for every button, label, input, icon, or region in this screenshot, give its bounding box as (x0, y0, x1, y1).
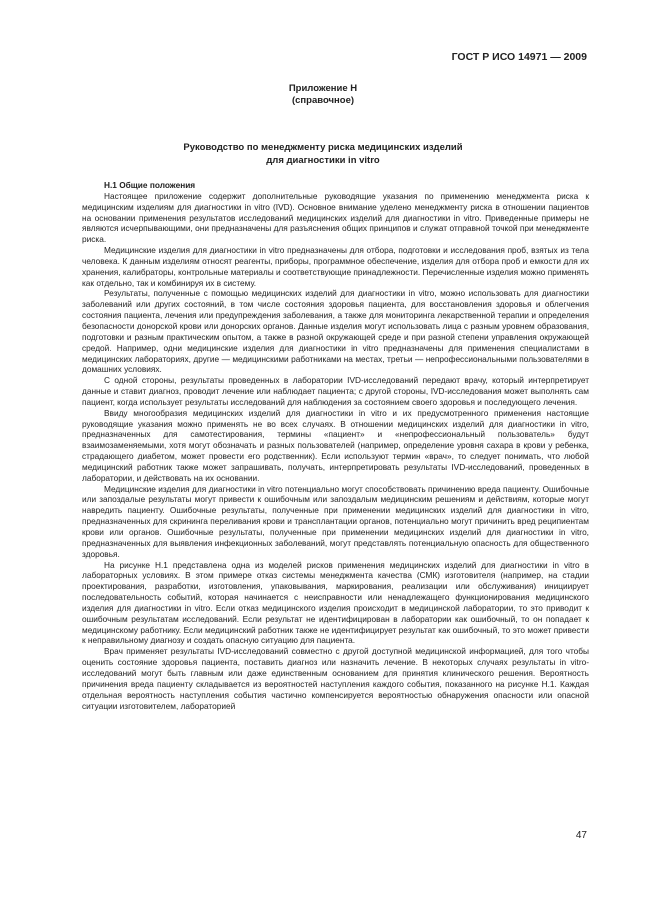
paragraph: Ввиду многообразия медицинских изделий для диагностики in vitro и их предусмотренного применения настоящие руководящие указания можно применять не во всех случаях. В отношении медицинских изделий для диагностики in vitro, предназначенных для самотестирования, термины «пациент» и «непрофессиональный пользователь» будут взаимозаменяемыми, хотя могут обозначать и разных пользователей (например, определение уровня сахара в крови у ребенка, страдающего диабетом, может провести его родственник). Если используют термин «врач», то следует понимать, что любой медицинский работник также может запрашивать, получать, интерпретировать результаты IVD-исследований, проведенных в лаборатории, и действовать на их основании. (82, 407, 589, 483)
paragraph: На рисунке Н.1 представлена одна из моделей рисков применения медицинских изделий для диагностики in vitro в лабораторных условиях. В этом примере отказ системы менеджмента качества (СМК) изготовителя (например, на стадии проектирования, разработки, изготовления, упаковывания, маркирования, реализации или обслуживания) инициирует последовательность событий, которая начинается с неисправности или ненадлежащего функционирования медицинского изделия для диагностики in vitro. Если отказ медицинского изделия происходит в медицинской лаборатории, то это приводит к ошибочным результатам исследований. Если результат не идентифицирован в лаборатории как ошибочный, то он попадает к медицинскому работнику. Если медицинский работник также не идентифицирует результат как ошибочный, то это может привести к неправильному диагнозу и создать опасную ситуацию для пациента. (82, 559, 589, 646)
paragraph: С одной стороны, результаты проведенных в лаборатории IVD-исследований передают врачу, который интерпретирует данные и ставит диагноз, проводит лечение или наблюдает пациента; с другой стороны, IVD-исследования может выполнять сам пациент, когда использует результаты исследований для наблюдения за состоянием своего здоровья и последующего лечения. (82, 375, 589, 407)
section-heading: Н.1 Общие положения (104, 180, 196, 190)
paragraph: Результаты, полученные с помощью медицинских изделий для диагностики in vitro, можно использовать для диагностики заболеваний или других состояний, в том числе состояния здоровья пациента, для восстановления здоровья и облегчения состояния пациента, лечения или предупреждения заболевания, а также для мониторинга лекарственной терапии и определения безопасности донорской крови или донорских органов. Данные изделия могут использовать лица с разным уровнем образования, подготовки и разным практическим опытом, а также в разной окружающей среде и при разной степени управления окружающей средой. Например, одни медицинские изделия для диагностики in vitro предназначены для применения специалистами в медицинских лабораториях, другие — медицинскими работниками на местах, третьи — непрофессиональными пользователями в домашних условиях. (82, 288, 589, 375)
paragraph: Врач применяет результаты IVD-исследований совместно с другой доступной медицинской информацией, для того чтобы оценить состояние здоровья пациента, поставить диагноз или назначить лечение. В некоторых случаях результаты in vitro-исследований могут быть главным или даже единственным основанием для принятия клинического решения. Вероятность причинения вреда пациенту складывается из вероятностей наступления каждого события, показанного на рисунке Н.1. Каждая отдельная вероятность наступления события частично компенсируется вероятностью обнаружения опасности или опасной ситуации изготовителем, лабораторией (82, 646, 589, 711)
body-text (82, 180, 589, 711)
appendix-heading (0, 83, 646, 107)
title-line-2: для диагностики in vitro (266, 155, 380, 166)
appendix-label: Приложение Н (288, 83, 358, 94)
paragraph: Медицинские изделия для диагностики in vitro предназначены для отбора, подготовки и исследования проб, взятых из тела человека. К данным изделиям относят реагенты, приборы, программное обеспечение, изделия для отбора проб и емкости для их хранения, калибраторы, контрольные материалы и соответствующие принадлежности. Перечисленные изделия можно применять как отдельно, так и комбинируя их в систему. (82, 245, 589, 288)
page-number: 47 (575, 830, 587, 841)
title-line-1: Руководство по менеджменту риска медицинских изделий (183, 142, 463, 153)
paragraph: Настоящее приложение содержит дополнительные руководящие указания по применению менеджмента риска к медицинским изделиям для диагностики in vitro (IVD). Основное внимание уделено менеджменту риска в отношении пациентов на основании применения результатов исследований медицинских изделий для диагностики in vitro. Приведенные примеры не являются исчерпывающими, они предназначены для разъяснения общих принципов и служат отправной точкой при менеджменте риска. (82, 190, 589, 245)
paragraph: Медицинские изделия для диагностики in vitro потенциально могут способствовать причинению вреда пациенту. Ошибочные или запоздалые результаты могут привести к ошибочным или запоздалым медицинским решениям и действиям, которые могут навредить пациенту. Ошибочные результаты, полученные при применении медицинских изделий для диагностики in vitro, предназначенных для скрининга переливания крови и трансплантации органов, потенциально могут причинить вред реципиентам крови или органов. Ошибочные результаты, полученные при применении медицинских изделий для диагностики in vitro, предназначенных для выявления инфекционных заболеваний, могут представлять потенциальную опасность для общественного здоровья. (82, 483, 589, 559)
document-title (0, 141, 646, 167)
document-code: ГОСТ Р ИСО 14971 — 2009 (451, 51, 587, 63)
appendix-type: (справочное) (291, 95, 355, 106)
